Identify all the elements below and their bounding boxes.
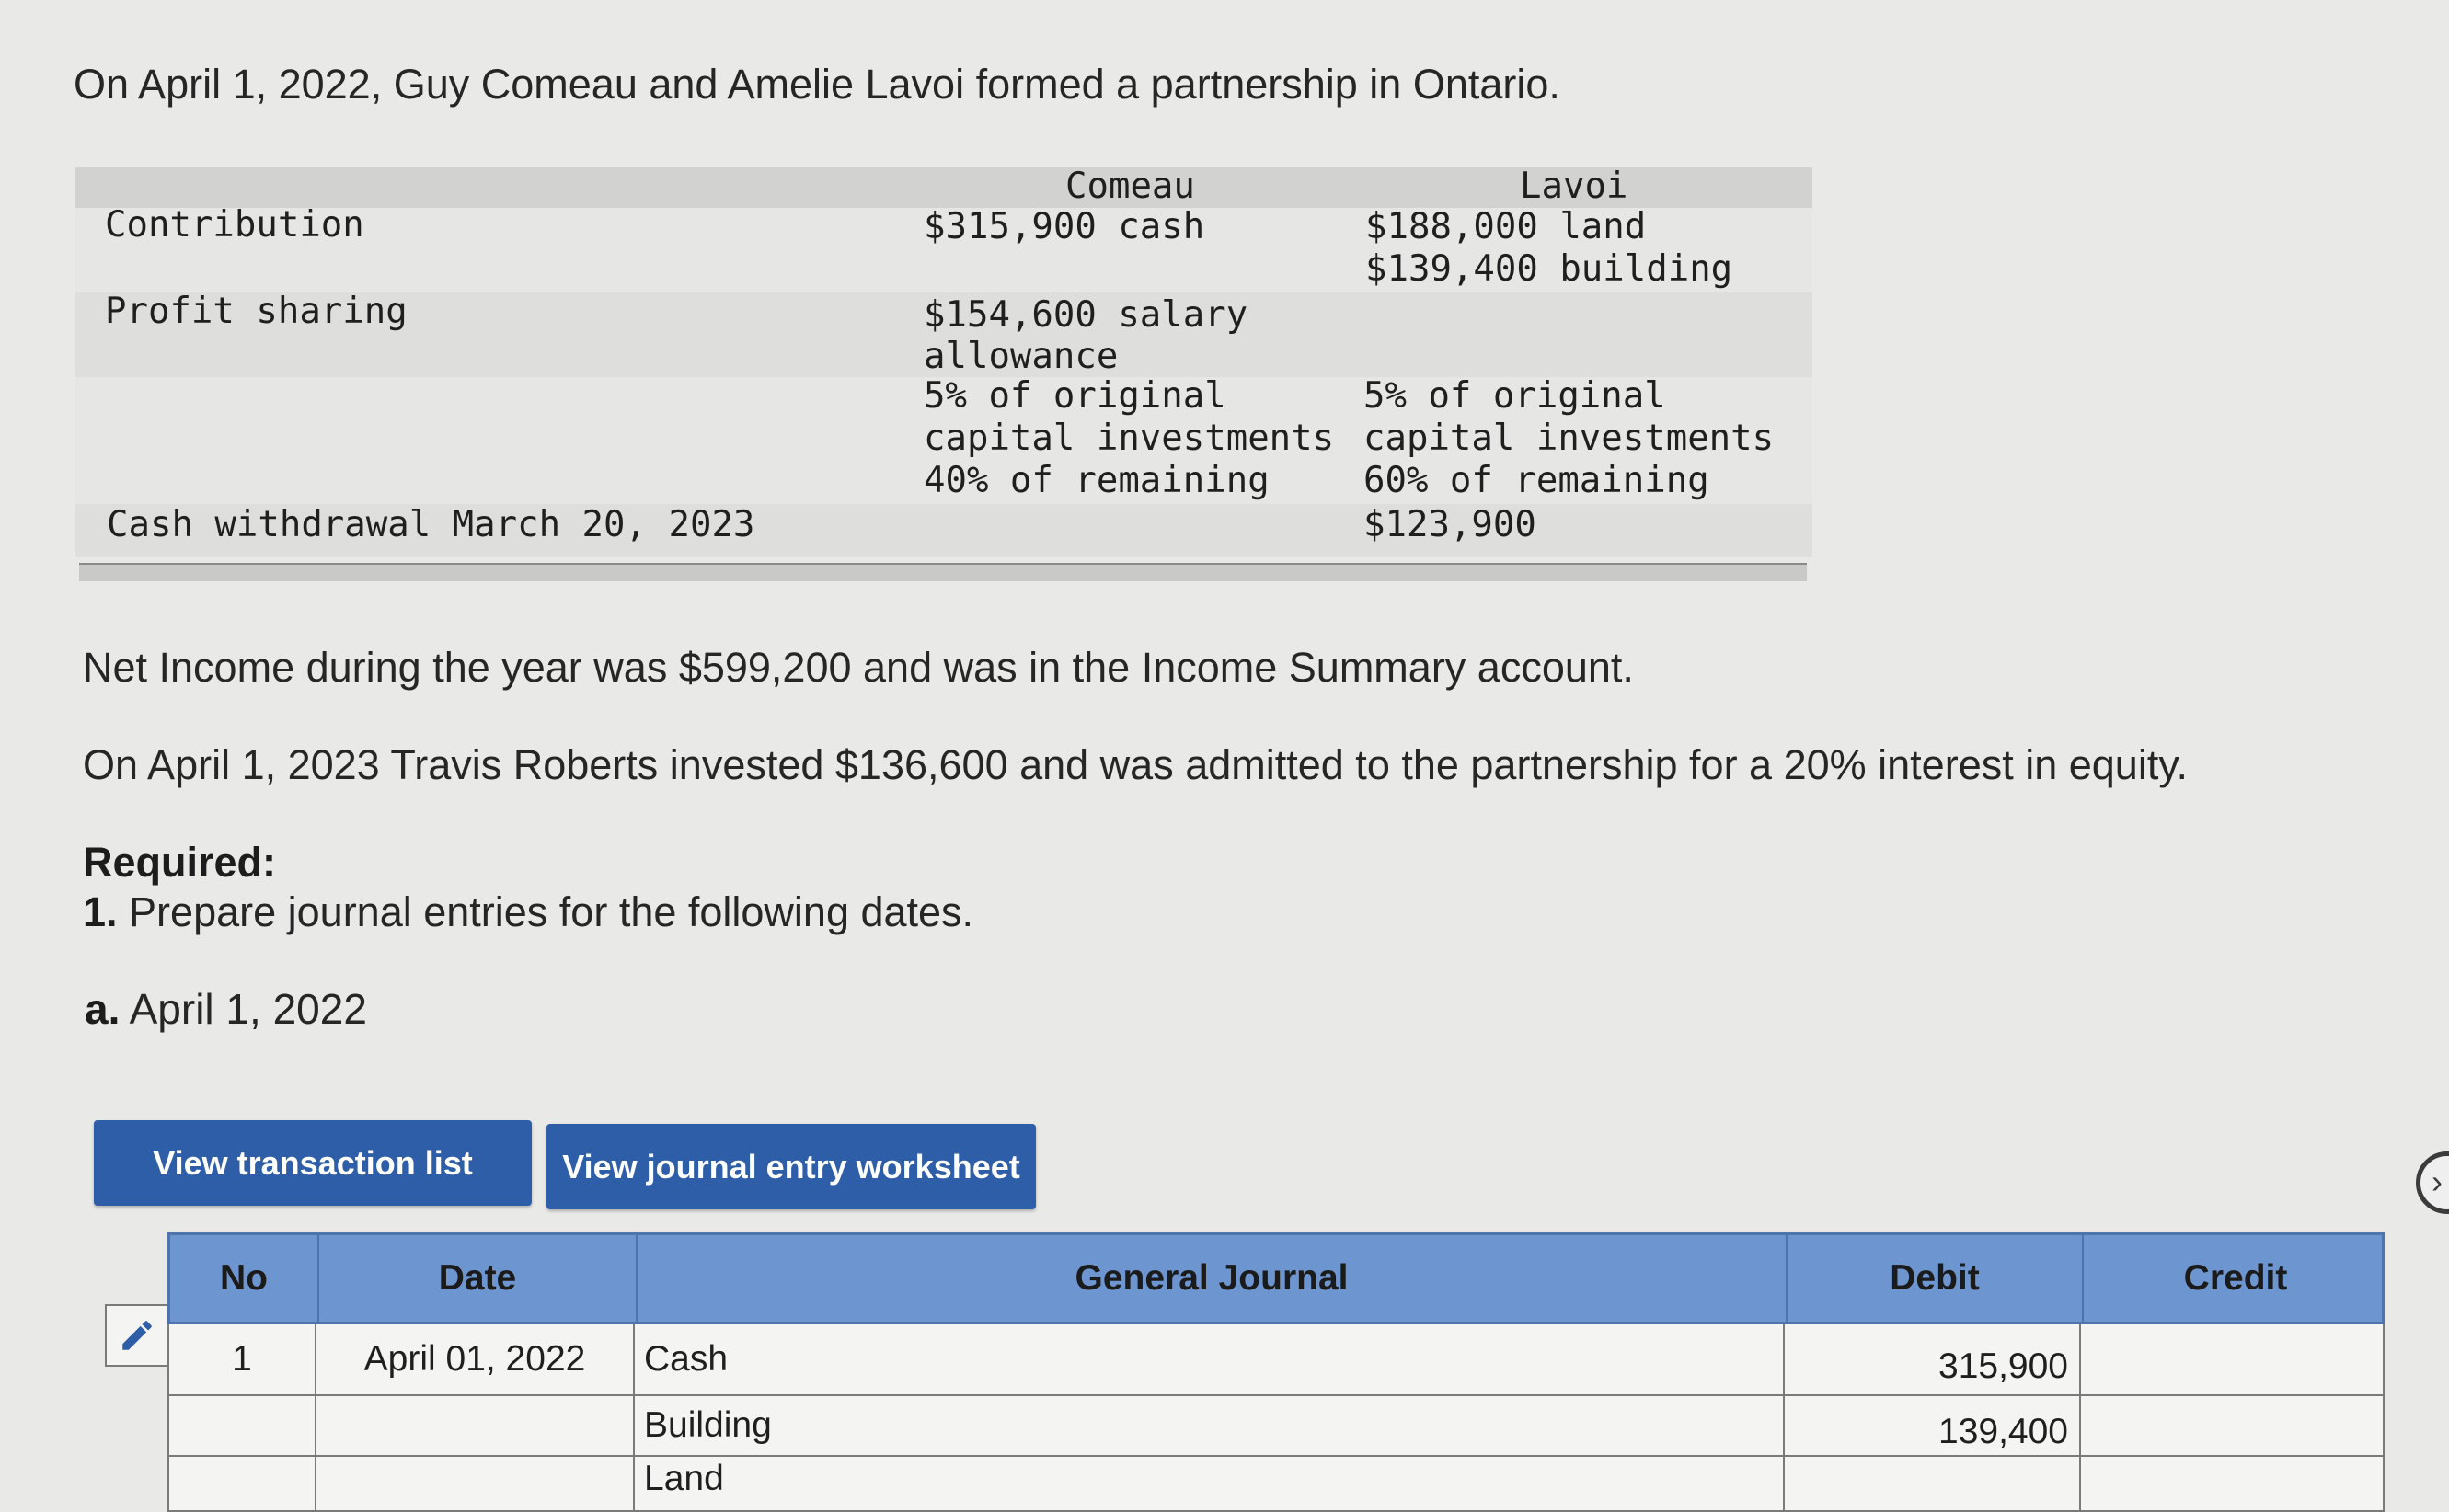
required-heading: Required:	[83, 839, 277, 886]
journal-row	[167, 1324, 2385, 1396]
intro-text: On April 1, 2022, Guy Comeau and Amelie Lavoi formed a partnership in Ontario.	[74, 61, 1560, 108]
comeau-interest-line2: capital investments	[924, 418, 1335, 459]
header-general-journal: General Journal	[638, 1235, 1788, 1322]
row-account[interactable]: Cash	[635, 1324, 1785, 1396]
row-account[interactable]: Land	[635, 1457, 1785, 1512]
requirement-number: 1.	[83, 888, 118, 935]
lavoi-interest-line1: 5% of original	[1363, 375, 1666, 417]
contribution-lavoi-building: $139,400 building	[1365, 248, 1733, 290]
row-credit[interactable]	[2081, 1457, 2385, 1512]
sub-item-letter: a.	[85, 985, 121, 1033]
salary-line1: $154,600 salary	[924, 294, 1248, 336]
profit-sharing-label: Profit sharing	[105, 291, 408, 332]
row-no: 1	[167, 1324, 316, 1396]
view-transaction-list-button[interactable]: View transaction list	[94, 1120, 532, 1206]
row-date	[316, 1396, 635, 1457]
journal-row	[167, 1396, 2385, 1457]
pencil-icon	[118, 1316, 156, 1355]
chevron-right-icon[interactable]: ›	[2416, 1151, 2449, 1214]
lavoi-remaining: 60% of remaining	[1363, 460, 1709, 501]
withdrawal-row	[75, 504, 1812, 557]
contribution-label: Contribution	[105, 204, 364, 246]
requirement-1	[83, 888, 973, 936]
sub-item-text: April 1, 2022	[129, 985, 367, 1033]
view-journal-entry-worksheet-button[interactable]: View journal entry worksheet	[546, 1124, 1036, 1209]
header-debit: Debit	[1788, 1235, 2084, 1322]
interest-row	[75, 377, 1812, 504]
salary-line2: allowance	[924, 336, 1119, 377]
withdrawal-label: Cash withdrawal March 20, 2023	[107, 504, 755, 545]
contribution-row	[75, 204, 1812, 292]
comeau-interest-line1: 5% of original	[924, 375, 1226, 417]
withdrawal-lavoi: $123,900	[1363, 504, 1536, 545]
row-no	[167, 1396, 316, 1457]
header-date: Date	[319, 1235, 638, 1322]
header-credit: Credit	[2183, 1258, 2288, 1298]
row-debit[interactable]: 139,400	[1785, 1396, 2081, 1457]
journal-header-row	[167, 1232, 2385, 1324]
net-income-text: Net Income during the year was $599,200 and was in the Income Summary account.	[83, 644, 1634, 691]
profit-sharing-row	[75, 292, 1812, 377]
journal-table	[167, 1232, 2385, 1498]
row-date	[316, 1457, 635, 1512]
row-debit[interactable]	[1785, 1457, 2081, 1512]
table-bottom-rule	[79, 563, 1807, 581]
row-date: April 01, 2022	[316, 1324, 635, 1396]
edit-entry-button[interactable]	[105, 1304, 169, 1367]
row-credit[interactable]	[2081, 1396, 2385, 1457]
row-account[interactable]: Building	[635, 1396, 1785, 1457]
info-header-row	[75, 167, 1812, 208]
requirement-text: Prepare journal entries for the following dates.	[129, 888, 974, 935]
contribution-lavoi-land: $188,000 land	[1365, 206, 1647, 247]
row-debit[interactable]: 315,900	[1785, 1324, 2081, 1396]
admission-text: On April 1, 2023 Travis Roberts invested $136,600 and was admitted to the partnership for a 20% interest in equity.	[83, 741, 2188, 788]
contribution-comeau: $315,900 cash	[924, 206, 1205, 247]
sub-item-a	[85, 984, 367, 1034]
comeau-remaining: 40% of remaining	[924, 460, 1270, 501]
row-credit[interactable]	[2081, 1324, 2385, 1396]
header-comeau: Comeau	[1065, 166, 1195, 207]
header-lavoi: Lavoi	[1520, 166, 1628, 207]
journal-row	[167, 1457, 2385, 1512]
partnership-info-table	[75, 167, 1812, 557]
row-no	[167, 1457, 316, 1512]
lavoi-interest-line2: capital investments	[1363, 418, 1775, 459]
header-no: No	[170, 1235, 319, 1322]
